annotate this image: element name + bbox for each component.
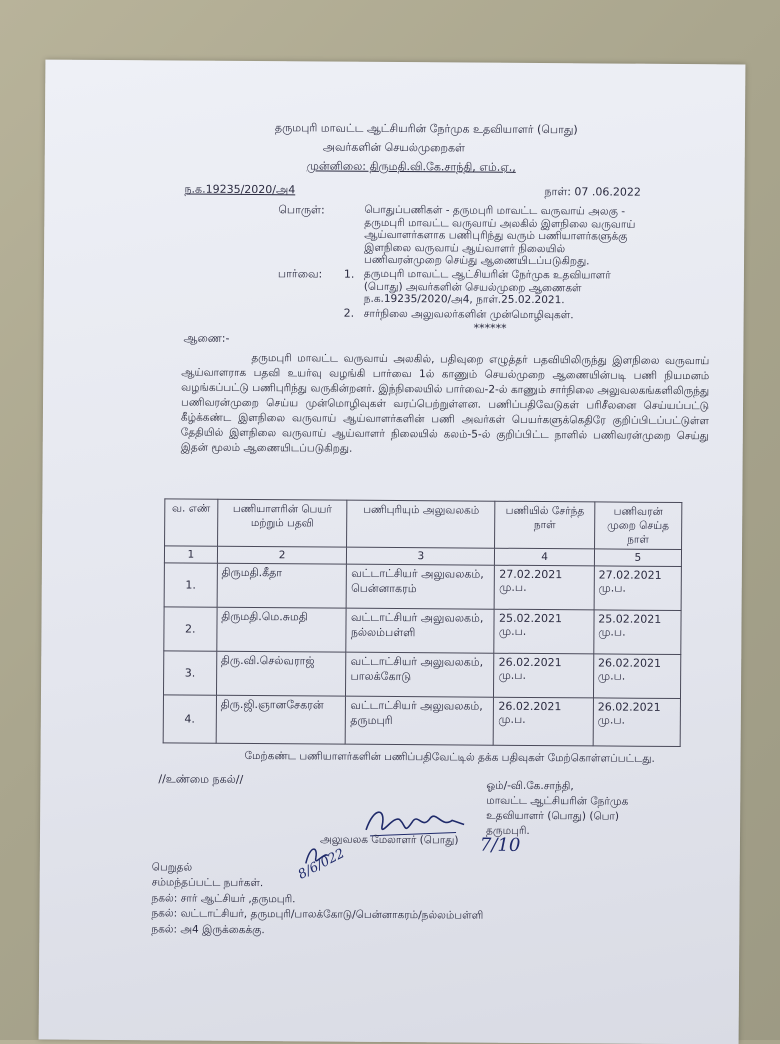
office-manager-label: அலுவலக மேலாளர் (பொது) bbox=[319, 833, 459, 847]
reference-number: ந.க.19235/2020/அ4 bbox=[184, 182, 296, 197]
header-joined: பணியில் சேர்ந்த நாள் bbox=[495, 501, 595, 549]
reference-item-1: தருமபுரி மாவட்ட ஆட்சியரின் நேர்முக உதவியாளர் (பொது) அவர்களின் செயல்முறை ஆணைகள் ந.க.19235/2020/அ4, நாள்.25.02.2021. bbox=[363, 267, 611, 307]
header-office: பணிபுரியும் அலுவலகம் bbox=[347, 500, 495, 548]
header-sno: வ. எண் bbox=[165, 499, 218, 546]
handwritten-initial bbox=[302, 841, 332, 871]
after-table-note: மேற்கண்ட பணியாளர்களின் பணிப்பதிவேட்டில் தக்க பதிவுகள் மேற்கொள்ளப்பட்டது. bbox=[244, 749, 655, 765]
handwritten-date-note: 7/10 bbox=[479, 834, 521, 856]
reference-item-2-num: 2. bbox=[343, 306, 355, 320]
header-name: பணியாளரின் பெயர் மற்றும் பதவி bbox=[217, 499, 347, 547]
table-row: 2. திருமதி.மெ.சுமதி வட்டாட்சியர் அலுவலகம், நல்லம்பள்ளி 25.02.2021 மு.ப. 25.02.2021 மு.ப. bbox=[164, 607, 681, 655]
header-line-3: முன்னிலை: திருமதி.வி.கே.சாந்தி, எம்.ஏ., bbox=[306, 159, 516, 174]
document-page bbox=[39, 60, 746, 1044]
reference-item-2: சார்நிலை அலுவலர்களின் முன்மொழிவுகள். bbox=[363, 307, 574, 322]
recipients-list bbox=[151, 875, 483, 939]
subject-label: பொருள்: bbox=[278, 203, 325, 217]
true-copy-mark: //உண்மை நகல்// bbox=[158, 772, 244, 786]
order-body: தருமபுரி மாவட்ட வருவாய் அலகில், பதிவுறை எழுத்தர் பதவியிலிருந்து இளநிலை வருவாய் ஆய்வாளராக பதவி உயர்வு வழங்கி பார்வை 1ல் காணும் செயல்முறை ஆணையின்படி பணி நியமனம் வழங்கப்பட்டு பணிபுரிந்து வருகின்றனர். இந்நிலையில் பார்வை-2-ல் காணும் சார்நிலை அலுவலகங்களிலிருந்து பணிவரன்முறை செய்ய முன்மொழிவுகள் வரப்பெற்றுள்ளன. பணிப்பதிவேடுகள் பரிசீலனை செய்யப்பட்டு கீழ்க்கண்ட இளநிலை வருவாய் ஆய்வாளர்களின் பணி அவர்கள் பெயர்களுக்கெதிரே குறிப்பிடப்பட்டுள்ள தேதியில் இளநிலை வருவாய் ஆய்வாளர் நிலையில் கலம்-5-ல் குறிப்பிட்ட நாளில் பணிவரன்முறை செய்து இதன் மூலம் ஆணையிடப்படுகிறது. bbox=[180, 352, 710, 455]
reference-label: பார்வை: bbox=[277, 267, 323, 281]
header-line-1: தருமபுரி மாவட்ட ஆட்சியரின் நேர்முக உதவியாளர் (பொது) bbox=[274, 121, 578, 137]
list-item: சம்மந்தப்பட்ட நபர்கள். bbox=[151, 876, 264, 890]
signatory-block: ஓம்/-வி.கே.சாந்தி, மாவட்ட ஆட்சியரின் நேர்முக உதவியாளர் (பொது) (பொ) தருமபுரி. bbox=[486, 779, 629, 837]
list-item: நகல்: சார் ஆட்சியர் ,தருமபுரி. bbox=[151, 891, 296, 905]
table-column-numbers: 1 2 3 4 5 bbox=[164, 546, 681, 567]
table-header-row bbox=[165, 499, 682, 550]
table-row: 1. திருமதி.கீதா வட்டாட்சியர் அலுவலகம், பென்னாகரம் 27.02.2021 மு.ப. 27.02.2021 மு.ப. bbox=[164, 563, 681, 611]
handwritten-sign-date: 8/6/022 bbox=[295, 846, 348, 883]
table-row: 4. திரு.ஜி.ஞானசேகரன் வட்டாட்சியர் அலுவலகம், தருமபுரி 26.02.2021 மு.ப. 26.02.2021 மு.ப. bbox=[163, 695, 680, 747]
separator-stars: ****** bbox=[473, 321, 507, 335]
header-regularized: பணிவரன் முறை செய்த நாள் bbox=[594, 502, 682, 550]
list-item: நகல்: அ4 இருக்கைக்கு. bbox=[151, 922, 265, 936]
recipients-title: பெறுதல் bbox=[151, 861, 193, 874]
subject-text: பொதுப்பணிகள் - தருமபுரி மாவட்ட வருவாய் அலகு - தருமபுரி மாவட்ட வருவாய் அலகில் இளநிலை வருவாய் ஆய்வாளர்களாக பணிபுரிந்து வரும் பணியாளர்களுக்கு இளநிலை வருவாய் ஆய்வாளர் நிலையில் பணிவரன்முறை செய்து ஆணையிடப்படுகிறது. bbox=[363, 203, 636, 268]
header-line-2: அவர்களின் செயல்முறைகள் bbox=[322, 140, 466, 155]
list-item: நகல்: வட்டாட்சியர், தருமபுரி/பாலக்கோடு/பென்னாகரம்/நல்லம்பள்ளி bbox=[151, 907, 484, 922]
table-row: 3. திரு.வி.செல்வராஜ் வட்டாட்சியர் அலுவலகம், பாலக்கோடு 26.02.2021 மு.ப. 26.02.2021 மு.ப. bbox=[163, 651, 680, 699]
order-date: நாள்: 07 .06.2022 bbox=[544, 185, 641, 199]
regularization-table bbox=[163, 498, 683, 747]
reference-item-1-num: 1. bbox=[343, 267, 355, 281]
order-label: ஆணை:- bbox=[183, 331, 230, 345]
